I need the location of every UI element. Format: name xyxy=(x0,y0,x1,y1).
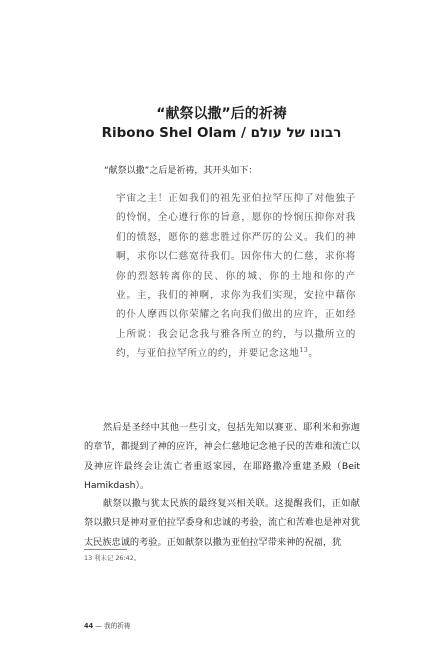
section-title-chinese: “献祭以撒”后的祈祷 xyxy=(156,106,287,122)
footnote-marker: 13 xyxy=(299,347,309,355)
prayer-quote xyxy=(116,189,356,364)
page-number: 44 xyxy=(84,622,94,630)
body-paragraph-2: 献祭以撒与犹太民族的最终复兴相关联。这提醒我们，正如献祭以撒只是神对亚伯拉罕委身和忠诚的考验，流亡和苦难也是神对犹太民族忠诚的考验。正如献祭以撒为亚伯拉罕带来神的祝福，犹 xyxy=(84,498,360,548)
section-title-transliteration: Ribono Shel Olam / רבונו של עולם xyxy=(101,125,342,141)
page-footer xyxy=(84,620,130,630)
footnote-divider xyxy=(84,549,127,550)
intro-sentence: “献祭以撒”之后是祈祷，其开头如下： xyxy=(104,166,258,176)
running-title: 我的祈祷 xyxy=(104,622,131,630)
footer-separator: — xyxy=(95,622,102,630)
footnote-text: 13 利未记 26:42。 xyxy=(84,554,141,562)
body-paragraph-1: 然后是圣经中其他一些引文，包括先知以赛亚、耶利米和弥迦的章节，都提到了神的应许，神会仁慈地记念祂子民的苦难和流亡以及神应许最终会让流亡者重返家园，在耶路撒冷重建圣殿（Beit Hamikdash）。 xyxy=(84,422,360,491)
prayer-end: 。 xyxy=(308,348,319,360)
prayer-text: 宇宙之主！正如我们的祖先亚伯拉罕压抑了对他独子的怜悯，全心遵行你的旨意，愿你的怜悯压抑你对我们的愤怒，愿你的慈悲胜过你严厉的公义。我们的神啊，求你以仁慈宽待我们。因你伟大的仁慈，求你将你的烈怒转离你的民、你的城、你的土地和你的产业。主，我们的神啊，求你为我们实现，安拉中藉你的仆人摩西以你荣耀之名向我们做出的应许，正如经上所说：我会记念我与雅各所立的约，与以撒所立的约，与亚伯拉罕所立的约，并要记念这地 xyxy=(116,193,356,360)
